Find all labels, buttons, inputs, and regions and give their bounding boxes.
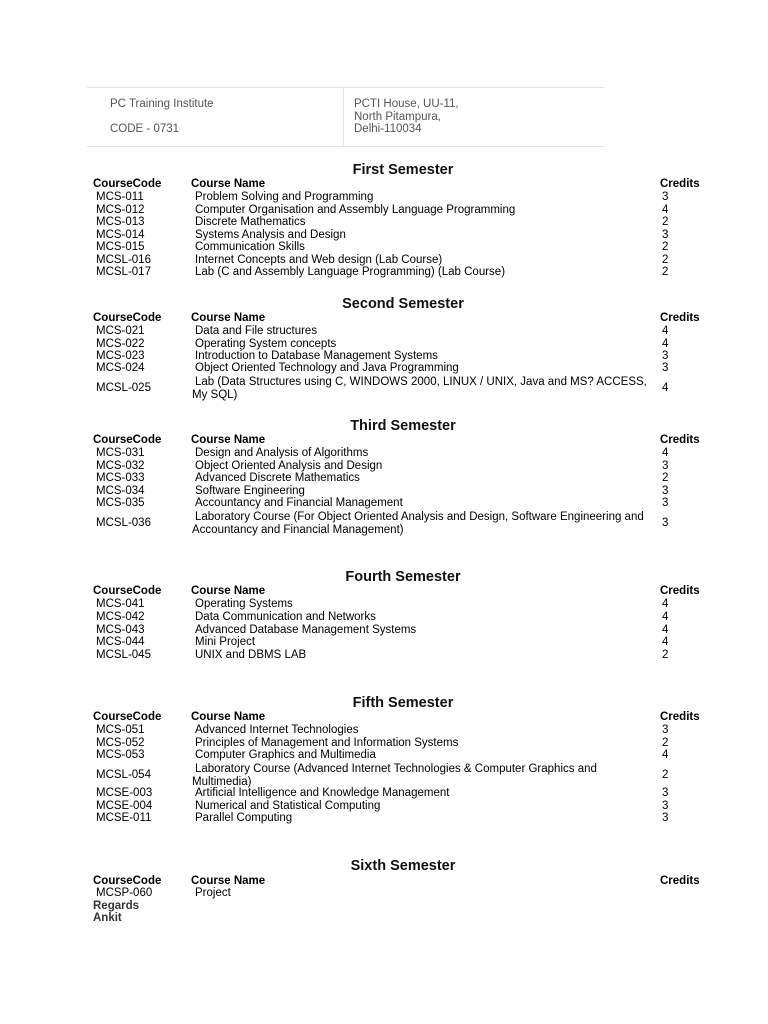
course-name: Object Oriented Analysis and Design xyxy=(195,460,383,472)
course-credits: 3 xyxy=(662,191,669,203)
course-credits: 2 xyxy=(662,649,669,661)
course-name: Data and File structures xyxy=(195,325,318,337)
course-credits: 2 xyxy=(662,266,669,278)
institute-name: PC Training Institute xyxy=(110,98,214,110)
regards-text: Regards xyxy=(93,900,140,912)
course-name: Principles of Management and Information Systems xyxy=(195,737,459,749)
course-code: MCS-024 xyxy=(96,362,145,374)
course-credits: 2 xyxy=(662,216,669,228)
course-name: Advanced Database Management Systems xyxy=(195,624,417,636)
course-code: MCS-015 xyxy=(96,241,145,253)
course-credits: 3 xyxy=(662,460,669,472)
course-name: Operating System concepts xyxy=(195,338,337,350)
course-credits: 3 xyxy=(662,812,669,824)
column-header-credits: Credits xyxy=(660,434,700,446)
course-name: Lab (Data Structures using C, WINDOWS 2000, LINUX / UNIX, Java and MS? ACCESS, My SQL) xyxy=(192,376,647,401)
column-header-name: Course Name xyxy=(191,312,266,324)
semester-title: First Semester xyxy=(352,162,454,178)
course-name: Laboratory Course (For Object Oriented Analysis and Design, Software Engineering and Accountancy and Financial Management) xyxy=(192,511,644,536)
address-line: PCTI House, UU-11, xyxy=(354,98,459,110)
course-code: MCS-034 xyxy=(96,485,145,497)
column-header-code: CourseCode xyxy=(93,711,162,723)
course-credits: 4 xyxy=(662,325,669,337)
course-name: UNIX and DBMS LAB xyxy=(195,649,307,661)
column-header-name: Course Name xyxy=(191,585,266,597)
course-code: MCS-051 xyxy=(96,724,145,736)
course-code: MCS-042 xyxy=(96,611,145,623)
course-credits: 3 xyxy=(662,517,669,529)
course-name: Data Communication and Networks xyxy=(195,611,376,623)
course-code: MCSE-004 xyxy=(96,800,153,812)
header-divider xyxy=(343,88,344,146)
course-name: Accountancy and Financial Management xyxy=(195,497,403,509)
course-code: MCS-053 xyxy=(96,749,145,761)
column-header-code: CourseCode xyxy=(93,434,162,446)
course-code: MCSL-016 xyxy=(96,254,151,266)
column-header-name: Course Name xyxy=(191,434,266,446)
column-header-name: Course Name xyxy=(191,875,266,887)
course-credits: 3 xyxy=(662,800,669,812)
course-code: MCS-033 xyxy=(96,472,145,484)
column-header-code: CourseCode xyxy=(93,178,162,190)
course-credits: 2 xyxy=(662,737,669,749)
course-name: Communication Skills xyxy=(195,241,305,253)
course-name: Problem Solving and Programming xyxy=(195,191,374,203)
semester-title: Second Semester xyxy=(342,296,464,312)
course-credits: 4 xyxy=(662,749,669,761)
course-credits: 2 xyxy=(662,472,669,484)
course-name: Project xyxy=(195,887,231,899)
column-header-credits: Credits xyxy=(660,711,700,723)
course-code: MCSL-017 xyxy=(96,266,151,278)
course-name: Mini Project xyxy=(195,636,256,648)
course-code: MCS-032 xyxy=(96,460,145,472)
course-credits: 3 xyxy=(662,485,669,497)
address-line: North Pitampura, xyxy=(354,110,441,123)
course-name: Systems Analysis and Design xyxy=(195,229,346,241)
column-header-code: CourseCode xyxy=(93,875,162,887)
course-code: MCS-052 xyxy=(96,737,145,749)
course-name: Advanced Internet Technologies xyxy=(195,724,359,736)
column-header-credits: Credits xyxy=(660,178,700,190)
course-credits: 4 xyxy=(662,598,669,610)
course-name: Computer Organisation and Assembly Language Programming xyxy=(195,204,516,216)
course-code: MCSL-045 xyxy=(96,649,151,661)
column-header-credits: Credits xyxy=(660,875,700,887)
column-header-code: CourseCode xyxy=(93,585,162,597)
course-credits: 4 xyxy=(662,382,669,394)
course-name: Operating Systems xyxy=(195,598,293,610)
course-credits: 3 xyxy=(662,350,669,362)
course-code: MCSE-003 xyxy=(96,787,153,799)
course-code: MCSE-011 xyxy=(96,812,152,824)
course-credits: 2 xyxy=(662,241,669,253)
course-name: Parallel Computing xyxy=(195,812,293,824)
column-header-credits: Credits xyxy=(660,312,700,324)
institute-address xyxy=(354,98,459,136)
semester-title: Fifth Semester xyxy=(352,695,454,711)
course-credits: 4 xyxy=(662,636,669,648)
course-code: MCS-031 xyxy=(96,447,145,459)
course-credits: 4 xyxy=(662,447,669,459)
course-credits: 3 xyxy=(662,787,669,799)
course-name: Numerical and Statistical Computing xyxy=(195,800,381,812)
course-name: Lab (C and Assembly Language Programming) (Lab Course) xyxy=(195,266,506,278)
semester-title: Third Semester xyxy=(350,418,456,434)
course-code: MCS-021 xyxy=(96,325,145,337)
course-code: MCSL-025 xyxy=(96,382,151,394)
course-code: MCS-012 xyxy=(96,204,145,216)
course-credits: 3 xyxy=(662,724,669,736)
course-credits: 3 xyxy=(662,229,669,241)
column-header-name: Course Name xyxy=(191,711,266,723)
course-code: MCSL-036 xyxy=(96,517,151,529)
course-name: Discrete Mathematics xyxy=(195,216,306,228)
course-credits: 2 xyxy=(662,254,669,266)
course-name: Introduction to Database Management Systems xyxy=(195,350,438,362)
course-name: Software Engineering xyxy=(195,485,305,497)
course-code: MCS-023 xyxy=(96,350,145,362)
course-code: MCS-022 xyxy=(96,338,145,350)
course-credits: 3 xyxy=(662,362,669,374)
column-header-code: CourseCode xyxy=(93,312,162,324)
course-code: MCS-013 xyxy=(96,216,145,228)
course-name: Laboratory Course (Advanced Internet Technologies & Computer Graphics and Multimedia) xyxy=(192,763,597,788)
course-credits: 2 xyxy=(662,769,669,781)
course-code: MCS-035 xyxy=(96,497,145,509)
course-credits: 4 xyxy=(662,624,669,636)
course-code: MCS-014 xyxy=(96,229,145,241)
course-name: Advanced Discrete Mathematics xyxy=(195,472,360,484)
semester-title: Fourth Semester xyxy=(345,569,461,585)
course-name: Artificial Intelligence and Knowledge Management xyxy=(195,787,450,799)
course-name: Computer Graphics and Multimedia xyxy=(195,749,376,761)
column-header-name: Course Name xyxy=(191,178,266,190)
course-code: MCS-041 xyxy=(96,598,145,610)
course-credits: 4 xyxy=(662,611,669,623)
course-name: Object Oriented Technology and Java Programming xyxy=(195,362,459,374)
course-name: Internet Concepts and Web design (Lab Course) xyxy=(195,254,443,266)
author-name: Ankit xyxy=(93,912,122,924)
institute-code: CODE - 0731 xyxy=(110,123,180,135)
course-credits: 3 xyxy=(662,497,669,509)
course-code: MCS-011 xyxy=(96,191,144,203)
course-code: MCS-044 xyxy=(96,636,145,648)
address-line: Delhi-110034 xyxy=(354,123,422,135)
course-code: MCS-043 xyxy=(96,624,145,636)
course-credits: 4 xyxy=(662,338,669,350)
column-header-credits: Credits xyxy=(660,585,700,597)
course-name: Design and Analysis of Algorithms xyxy=(195,447,369,459)
course-code: MCSL-054 xyxy=(96,769,151,781)
semester-title: Sixth Semester xyxy=(350,858,456,874)
course-code: MCSP-060 xyxy=(96,887,153,899)
institute-header xyxy=(87,87,604,147)
course-credits: 4 xyxy=(662,204,669,216)
